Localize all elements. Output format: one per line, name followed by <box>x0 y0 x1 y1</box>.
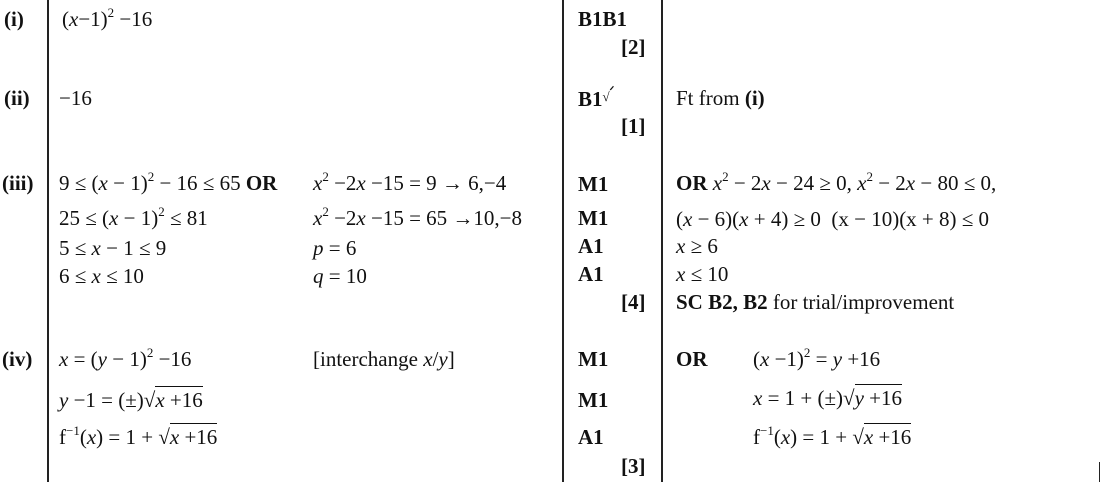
row-iv-or: OR <box>676 347 708 371</box>
row-iii-line1-left: $9 \le (x - 1)^2 - 16 \le 65$ OR <box>59 169 278 195</box>
row-iv-interchange: [interchange x/y] <box>313 347 455 371</box>
row-iv-mark-2: M1 <box>578 388 609 412</box>
row-iii-mark-3: A1 <box>578 234 604 258</box>
row-ii-note: Ft from (i) <box>676 86 765 110</box>
row-ii-expression: −16 <box>59 86 92 110</box>
row-iv-mark-1: M1 <box>578 347 609 371</box>
col-rule-label <box>47 0 49 482</box>
row-i-label: (i) <box>4 7 24 31</box>
row-iii-note-1: OR $x^2 - 2x - 24 \ge 0$, $x^2 - 2x - 80 \le 0$, <box>676 169 997 195</box>
row-i-total: [2] <box>621 35 646 59</box>
row-ii-mark: $B1^{√ᐟ}$ <box>578 85 615 111</box>
row-i-expression: $(x-1)^2 -16$ <box>62 5 153 31</box>
row-iii-line1-right: $x^2 -2x -15 = 9 \to 6,-4$ <box>313 169 507 195</box>
row-iii-special-case: SC B2, B2 for trial/improvement <box>676 290 955 314</box>
row-iii-note-4: x ≤ 10 <box>676 262 729 286</box>
row-iii-note-2: (x − 6)(x + 4) ≥ 0 (x − 10)(x + 8) ≤ 0 <box>676 207 990 231</box>
row-iv-label: (iv) <box>2 347 33 371</box>
row-iv-alt-3: $f^{-1}(x) = 1 + √x +16$ <box>753 423 912 449</box>
row-iii-mark-4: A1 <box>578 262 604 286</box>
col-rule-answer <box>562 0 564 482</box>
row-i-mark: B1B1 <box>578 7 628 31</box>
row-ii-total: [1] <box>621 114 646 138</box>
col-rule-marks <box>661 0 663 482</box>
row-iv-mark-3: A1 <box>578 425 604 449</box>
row-iii-mark-2: M1 <box>578 206 609 230</box>
row-iii-label: (iii) <box>2 171 34 195</box>
row-iv-line1: $x = (y - 1)^2 -16$ <box>59 345 192 371</box>
row-iii-line4-left: 6 ≤ x ≤ 10 <box>59 264 144 288</box>
row-ii-label: (ii) <box>4 86 30 110</box>
row-iv-alt-1: $(x -1)^2 = y +16$ <box>753 345 881 371</box>
row-iii-line3-right: p = 6 <box>313 236 357 260</box>
row-iv-alt-2: x = 1 + (±)√y +16 <box>753 386 902 410</box>
row-iii-line3-left: 5 ≤ x − 1 ≤ 9 <box>59 236 167 260</box>
row-iv-line2: y −1 = (±)√x +16 <box>59 388 203 412</box>
row-iii-line4-right: q = 10 <box>313 264 367 288</box>
row-iv-total: [3] <box>621 454 646 478</box>
row-iii-note-3: x ≥ 6 <box>676 234 718 258</box>
row-iii-total: [4] <box>621 290 646 314</box>
row-iii-line2-right: $x^2 -2x -15 = 65 \to 10,-8$ <box>313 204 523 230</box>
row-iii-line2-left: $25 \le (x - 1)^2 \le 81$ <box>59 204 208 230</box>
row-iv-line3: $f^{-1}(x) = 1 + √x +16$ <box>59 423 218 449</box>
row-iii-mark-1: M1 <box>578 172 609 196</box>
